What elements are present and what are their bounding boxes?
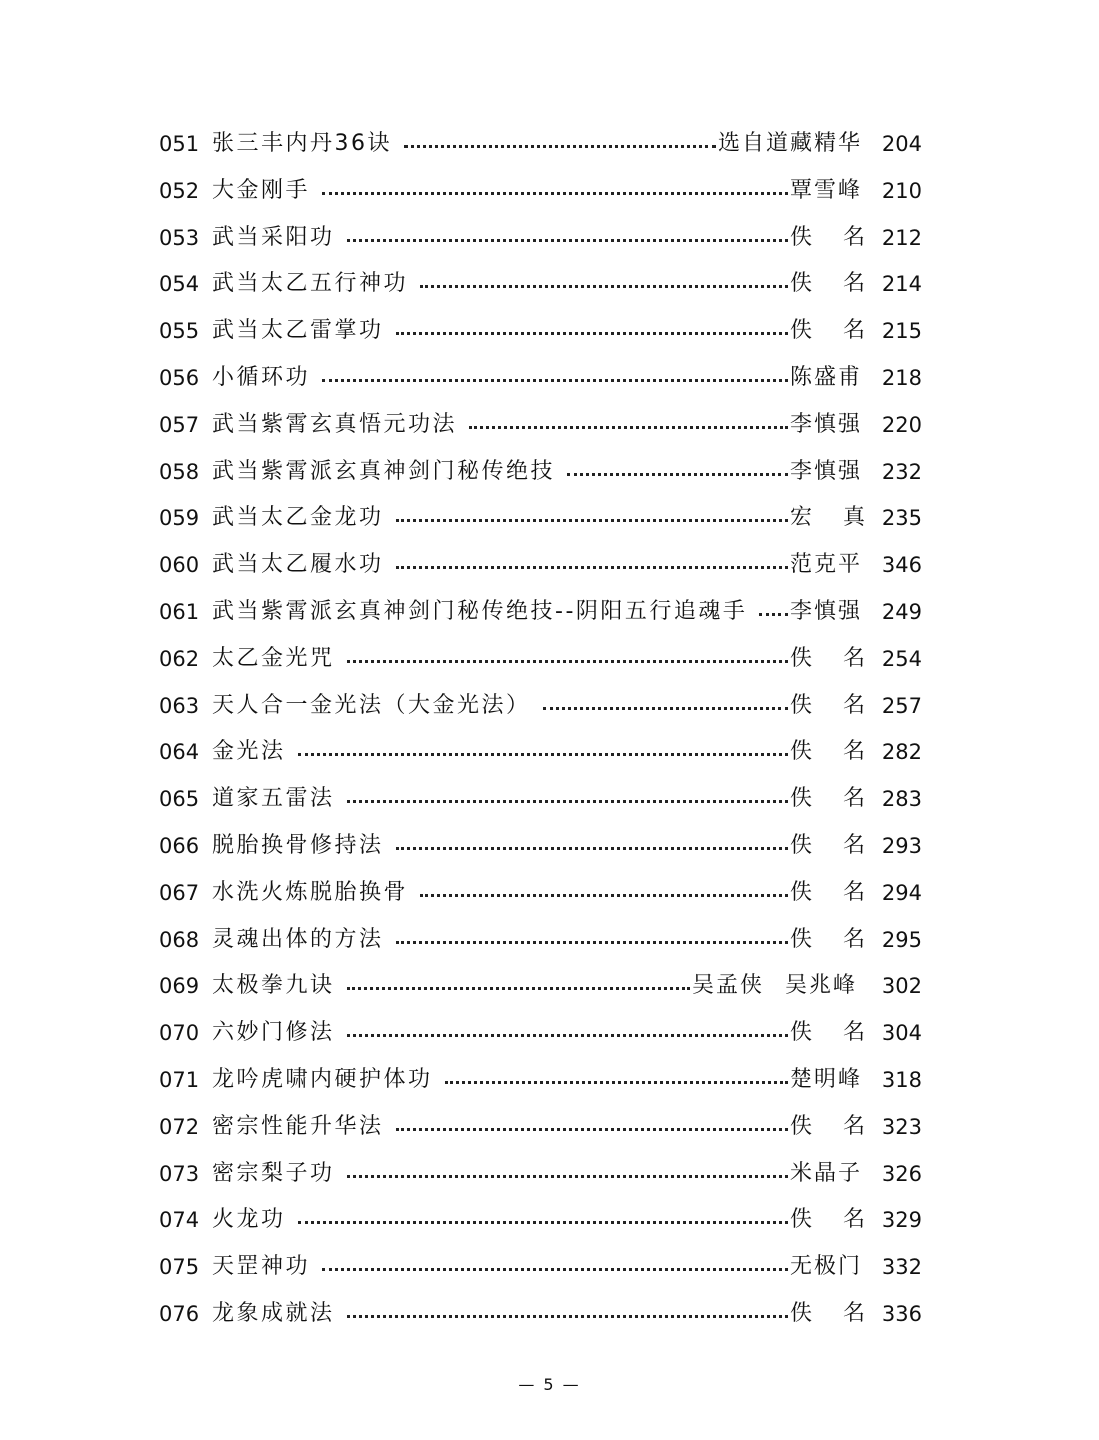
toc-entry-title: 龙象成就法 (212, 1291, 341, 1338)
toc-entry-number: 063 (159, 693, 200, 718)
toc-entry-number: 064 (159, 740, 200, 765)
toc-entry-number: 074 (159, 1208, 200, 1233)
toc-entry-number: 053 (159, 225, 200, 250)
toc-entry-title: 水洗火炼脱胎换骨 (212, 870, 414, 917)
dot-leader (347, 660, 788, 663)
dot-leader (347, 800, 788, 803)
toc-entry-author: 佚 名 (790, 870, 865, 917)
toc-entry-number: 056 (159, 365, 200, 390)
toc-entry-author: 佚 名 (790, 917, 865, 964)
toc-entry-author: 佚 名 (790, 1010, 865, 1057)
toc-entry-title: 密宗性能升华法 (212, 1104, 390, 1151)
toc-entry-number: 054 (159, 272, 200, 297)
dot-leader (404, 145, 716, 148)
toc-entry-author: 李慎强 (790, 589, 862, 636)
toc-entry-number: 059 (159, 506, 200, 531)
toc-entry-number: 073 (159, 1161, 200, 1186)
toc-entry-author: 佚 名 (790, 308, 865, 355)
toc-row (0, 1104, 1099, 1151)
toc-entry-title: 武当紫霄玄真悟元功法 (212, 402, 463, 449)
toc-entry-page: 232 (881, 459, 922, 484)
toc-entry-page: 329 (881, 1208, 922, 1233)
dot-leader (298, 1221, 788, 1224)
toc-entry-title: 火龙功 (212, 1197, 292, 1244)
toc-entry-number: 055 (159, 319, 200, 344)
toc-row (0, 355, 1099, 402)
toc-entry-title: 大金刚手 (212, 168, 316, 215)
toc-row (0, 636, 1099, 683)
dot-leader (420, 285, 788, 288)
toc-entry-title: 脱胎换骨修持法 (212, 823, 390, 870)
toc-entry-title: 灵魂出体的方法 (212, 917, 390, 964)
dot-leader (469, 426, 788, 429)
toc-entry-author: 覃雪峰 (790, 168, 862, 215)
toc-row (0, 121, 1099, 168)
toc-entry-title: 龙吟虎啸内硬护体功 (212, 1057, 439, 1104)
toc-entry-author: 佚 名 (790, 1104, 865, 1151)
toc-entry-number: 062 (159, 646, 200, 671)
toc-entry-number: 065 (159, 787, 200, 812)
toc-row (0, 261, 1099, 308)
dot-leader (322, 379, 788, 382)
toc-entry-title: 道家五雷法 (212, 776, 341, 823)
dot-leader (396, 332, 788, 335)
dot-leader (347, 1034, 788, 1037)
toc-row (0, 1151, 1099, 1198)
toc-entry-page: 326 (881, 1161, 922, 1186)
toc-entry-author: 佚 名 (790, 1197, 865, 1244)
dot-leader (322, 1268, 788, 1271)
dot-leader (347, 987, 690, 990)
toc-entry-page: 283 (881, 787, 922, 812)
toc-row (0, 402, 1099, 449)
toc-entry-author: 吴孟侠 吴兆峰 (692, 963, 857, 1010)
toc-entry-number: 057 (159, 412, 200, 437)
toc-row (0, 1057, 1099, 1104)
page-number-footer: — 5 — (518, 1375, 581, 1394)
dot-leader (322, 192, 788, 195)
dot-leader (396, 519, 788, 522)
toc-row (0, 168, 1099, 215)
toc-row (0, 495, 1099, 542)
toc-entry-page: 204 (881, 132, 922, 156)
toc-entry-author: 陈盛甫 (790, 355, 862, 402)
toc-entry-author: 米晶子 (790, 1151, 862, 1198)
toc-row (0, 870, 1099, 917)
toc-entry-title: 武当太乙五行神功 (212, 261, 414, 308)
toc-entry-page: 254 (881, 646, 922, 671)
toc-entry-page: 302 (881, 974, 922, 999)
dot-leader (396, 566, 788, 569)
dot-leader (347, 1315, 788, 1318)
toc-entry-page: 323 (881, 1114, 922, 1139)
dot-leader (298, 753, 788, 756)
toc-entry-page: 218 (881, 365, 922, 390)
toc-entry-author: 佚 名 (790, 683, 865, 730)
toc-entry-author: 佚 名 (790, 215, 865, 262)
toc-entry-page: 220 (881, 412, 922, 437)
toc-row (0, 1010, 1099, 1057)
toc-entry-page: 295 (881, 927, 922, 952)
toc-row (0, 542, 1099, 589)
toc-entry-number: 068 (159, 927, 200, 952)
toc-entry-page: 257 (881, 693, 922, 718)
toc-entry-number: 066 (159, 833, 200, 858)
toc-entry-page: 318 (881, 1067, 922, 1092)
toc-entry-page: 293 (881, 833, 922, 858)
toc-entry-number: 069 (159, 974, 200, 999)
toc-entry-page: 336 (881, 1301, 922, 1326)
toc-entry-number: 052 (159, 178, 200, 203)
toc-entry-number: 075 (159, 1255, 200, 1280)
toc-entry-author: 佚 名 (790, 729, 865, 776)
toc-entry-number: 058 (159, 459, 200, 484)
dot-leader (396, 1128, 788, 1131)
dot-leader (396, 847, 788, 850)
toc-entry-number: 072 (159, 1114, 200, 1139)
toc-row (0, 963, 1099, 1010)
toc-entry-page: 282 (881, 740, 922, 765)
toc-entry-author: 宏 真 (790, 495, 865, 542)
dot-leader (759, 613, 788, 616)
dot-leader (347, 1175, 788, 1178)
toc-entry-title: 太极拳九诀 (212, 963, 341, 1010)
toc-entry-author: 佚 名 (790, 636, 865, 683)
toc-entry-number: 076 (159, 1301, 200, 1326)
toc-row (0, 1244, 1099, 1291)
toc-entry-title: 小循环功 (212, 355, 316, 402)
toc-row (0, 1197, 1099, 1244)
toc-entry-title: 武当紫霄派玄真神剑门秘传绝技 (212, 449, 561, 496)
toc-row (0, 729, 1099, 776)
toc-entry-title: 密宗梨子功 (212, 1151, 341, 1198)
toc-row (0, 823, 1099, 870)
toc-entry-title: 太乙金光咒 (212, 636, 341, 683)
toc-entry-page: 294 (881, 880, 922, 905)
toc-entry-author: 楚明峰 (790, 1057, 862, 1104)
dot-leader (567, 473, 788, 476)
toc-entry-title: 天人合一金光法（大金光法） (212, 683, 537, 730)
toc-entry-title: 武当太乙雷掌功 (212, 308, 390, 355)
toc-row (0, 308, 1099, 355)
dot-leader (420, 894, 788, 897)
toc-entry-number: 070 (159, 1021, 200, 1046)
toc-entry-page: 346 (881, 553, 922, 578)
table-of-contents (0, 121, 1099, 1338)
toc-row (0, 776, 1099, 823)
toc-entry-author: 佚 名 (790, 823, 865, 870)
dot-leader (543, 707, 788, 710)
toc-entry-title: 六妙门修法 (212, 1010, 341, 1057)
toc-entry-title: 武当采阳功 (212, 215, 341, 262)
toc-entry-number: 071 (159, 1067, 200, 1092)
toc-entry-title: 金光法 (212, 729, 292, 776)
toc-entry-page: 214 (881, 272, 922, 297)
toc-entry-number: 061 (159, 599, 200, 624)
toc-entry-number: 067 (159, 880, 200, 905)
toc-entry-number: 051 (159, 132, 200, 156)
toc-entry-page: 304 (881, 1021, 922, 1046)
toc-entry-author: 选自道藏精华 (718, 121, 862, 168)
toc-entry-page: 212 (881, 225, 922, 250)
toc-entry-author: 范克平 (790, 542, 862, 589)
toc-entry-title: 武当紫霄派玄真神剑门秘传绝技--阴阳五行追魂手 (212, 589, 753, 636)
dot-leader (445, 1081, 788, 1084)
toc-row (0, 917, 1099, 964)
toc-entry-page: 235 (881, 506, 922, 531)
dot-leader (347, 239, 788, 242)
toc-row (0, 683, 1099, 730)
toc-entry-author: 李慎强 (790, 449, 862, 496)
toc-entry-number: 060 (159, 553, 200, 578)
toc-entry-author: 无极门 (790, 1244, 862, 1291)
toc-row (0, 589, 1099, 636)
toc-row (0, 449, 1099, 496)
toc-entry-page: 332 (881, 1255, 922, 1280)
toc-entry-title: 武当太乙履水功 (212, 542, 390, 589)
toc-row (0, 215, 1099, 262)
toc-entry-author: 李慎强 (790, 402, 862, 449)
toc-entry-author: 佚 名 (790, 1291, 865, 1338)
toc-entry-page: 215 (881, 319, 922, 344)
toc-entry-page: 249 (881, 599, 922, 624)
toc-entry-page: 210 (881, 178, 922, 203)
toc-entry-title: 武当太乙金龙功 (212, 495, 390, 542)
toc-entry-author: 佚 名 (790, 776, 865, 823)
toc-entry-title: 天罡神功 (212, 1244, 316, 1291)
toc-entry-author: 佚 名 (790, 261, 865, 308)
dot-leader (396, 941, 788, 944)
toc-row (0, 1291, 1099, 1338)
toc-entry-title: 张三丰内丹36诀 (212, 121, 398, 168)
